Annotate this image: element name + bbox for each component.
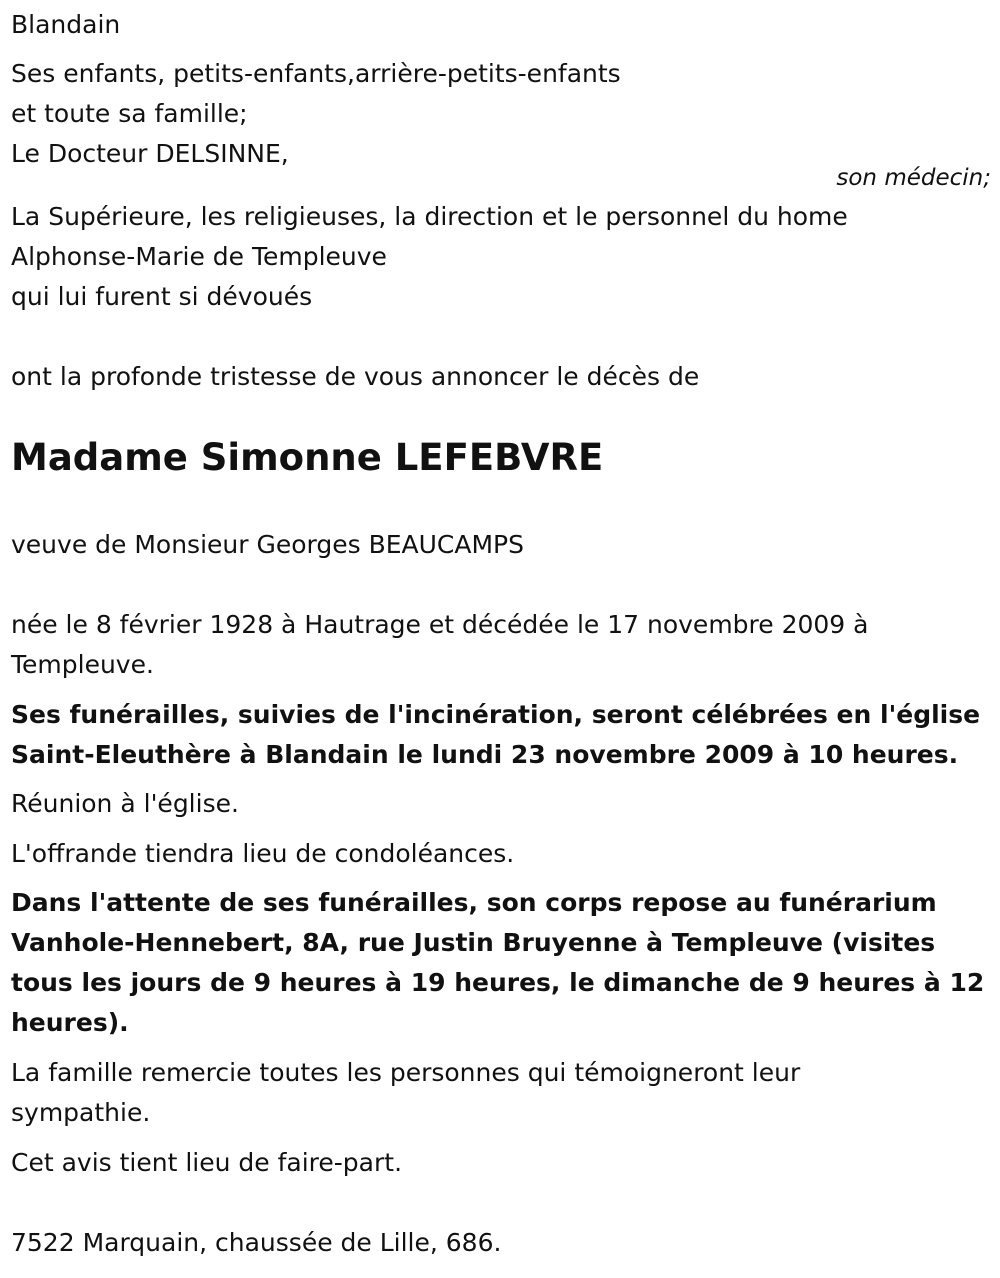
address-text: 7522 Marquain, chaussée de Lille, 686. — [11, 1228, 502, 1257]
home-line-2: Alphonse-Marie de Templeuve — [11, 242, 387, 271]
meeting-text: Réunion à l'église. — [11, 789, 239, 818]
family-line-2: et toute sa famille; — [11, 99, 248, 128]
deceased-name: Madame Simonne LEFEBVRE — [11, 436, 604, 479]
offering-text: L'offrande tiendra lieu de condoléances. — [11, 839, 515, 868]
funerarium-text: Dans l'attente de ses funérailles, son corps repose au funérarium Vanhole-Hennebert, 8A, rue Justin Bruyenne à Templeuve (visites tous les jours de 9 heures à 19 heures, le dimanche de 9 heures à 12 heures). — [11, 888, 985, 1037]
widow-of-text: veuve de Monsieur Georges BEAUCAMPS — [11, 530, 525, 559]
funeral-text: Ses funérailles, suivies de l'incinération, seront célébrées en l'église Saint-Eleuthère à Blandain le lundi 23 novembre 2009 à 10 heures. — [11, 700, 981, 769]
thanks-text: La famille remercie toutes les personnes qui témoigneront leur sympathie. — [11, 1058, 801, 1127]
family-line-1: Ses enfants, petits-enfants,arrière-petits-enfants — [11, 59, 621, 88]
birth-death-text: née le 8 février 1928 à Hautrage et décédée le 17 novembre 2009 à Templeuve. — [11, 610, 869, 679]
doctor-role: son médecin; — [836, 165, 991, 191]
location-text: Blandain — [11, 10, 121, 39]
home-line-3: qui lui furent si dévoués — [11, 282, 313, 311]
faire-part-text: Cet avis tient lieu de faire-part. — [11, 1148, 403, 1177]
doctor-line: Le Docteur DELSINNE, — [11, 139, 289, 168]
home-line-1: La Supérieure, les religieuses, la direction et le personnel du home — [11, 202, 848, 231]
announcement-text: ont la profonde tristesse de vous annoncer le décès de — [11, 362, 700, 391]
